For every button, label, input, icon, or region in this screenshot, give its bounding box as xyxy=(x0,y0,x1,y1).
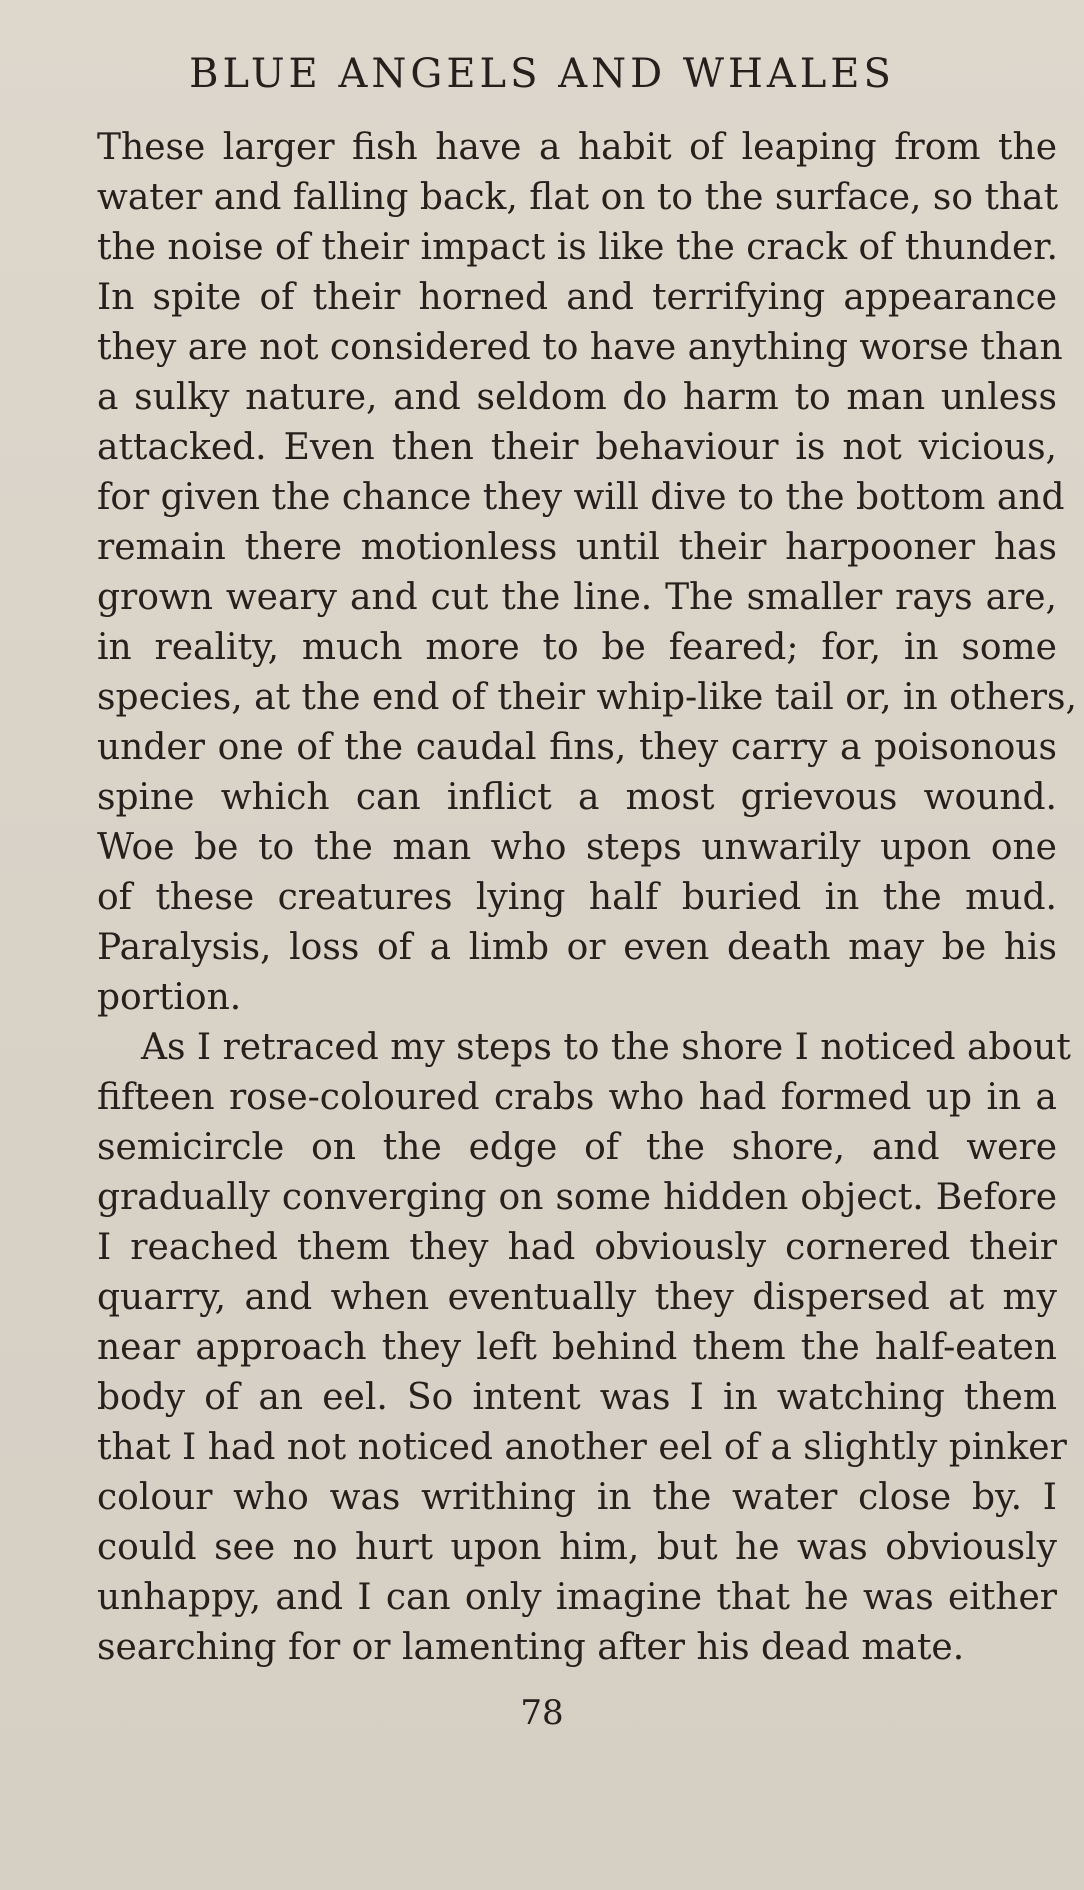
text-line: species, at the end of their whip-like tail or, in others, xyxy=(97,677,1077,718)
text-line: semicircle on the edge of the shore, and were xyxy=(97,1127,1057,1168)
text-line: of these creatures lying half buried in the mud. xyxy=(97,877,1057,918)
text-line: Paralysis, loss of a limb or even death may be his xyxy=(97,927,1057,968)
text-line: in reality, much more to be feared; for, in some xyxy=(97,627,1057,668)
text-line: a sulky nature, and seldom do harm to man unless xyxy=(97,377,1057,418)
text-line: for given the chance they will dive to the bottom and xyxy=(97,477,1065,518)
text-line: In spite of their horned and terrifying appearance xyxy=(97,277,1057,318)
text-line: quarry, and when eventually they dispersed at my xyxy=(97,1277,1057,1318)
paragraph-2 xyxy=(97,1023,1071,1673)
text-line: unhappy, and I can only imagine that he was either xyxy=(97,1577,1057,1618)
text-line: near approach they left behind them the half-eaten xyxy=(97,1327,1057,1368)
text-line: remain there motionless until their harpooner has xyxy=(97,527,1057,568)
paragraph-1 xyxy=(97,123,1077,1023)
page-number: 78 xyxy=(520,1693,564,1733)
text-line: Woe be to the man who steps unwarily upon one xyxy=(97,827,1057,868)
text-line: body of an eel. So intent was I in watching them xyxy=(97,1377,1057,1418)
text-line: could see no hurt upon him, but he was obviously xyxy=(97,1527,1057,1568)
running-header: BLUE ANGELS AND WHALES xyxy=(189,51,895,97)
text-line: As I retraced my steps to the shore I noticed about xyxy=(141,1027,1071,1068)
text-line: under one of the caudal fins, they carry a poisonous xyxy=(97,727,1057,768)
text-line: gradually converging on some hidden object. Before xyxy=(97,1177,1057,1218)
text-line: water and falling back, flat on to the surface, so that xyxy=(97,177,1059,218)
text-line: they are not considered to have anything worse than xyxy=(97,327,1063,368)
text-line: that I had not noticed another eel of a slightly pinker xyxy=(97,1427,1067,1468)
body-text xyxy=(97,123,1077,1673)
text-line: the noise of their impact is like the crack of thunder. xyxy=(97,227,1058,268)
text-line: colour who was writhing in the water close by. I xyxy=(97,1477,1057,1518)
text-line: fifteen rose-coloured crabs who had formed up in a xyxy=(97,1077,1057,1118)
text-line: portion. xyxy=(97,977,242,1018)
text-line: spine which can inflict a most grievous wound. xyxy=(97,777,1057,818)
text-line: I reached them they had obviously cornered their xyxy=(97,1227,1057,1268)
text-line: These larger fish have a habit of leaping from the xyxy=(97,127,1057,168)
text-line: attacked. Even then their behaviour is not vicious, xyxy=(97,427,1057,468)
text-line: searching for or lamenting after his dead mate. xyxy=(97,1627,965,1668)
text-line: grown weary and cut the line. The smaller rays are, xyxy=(97,577,1057,618)
